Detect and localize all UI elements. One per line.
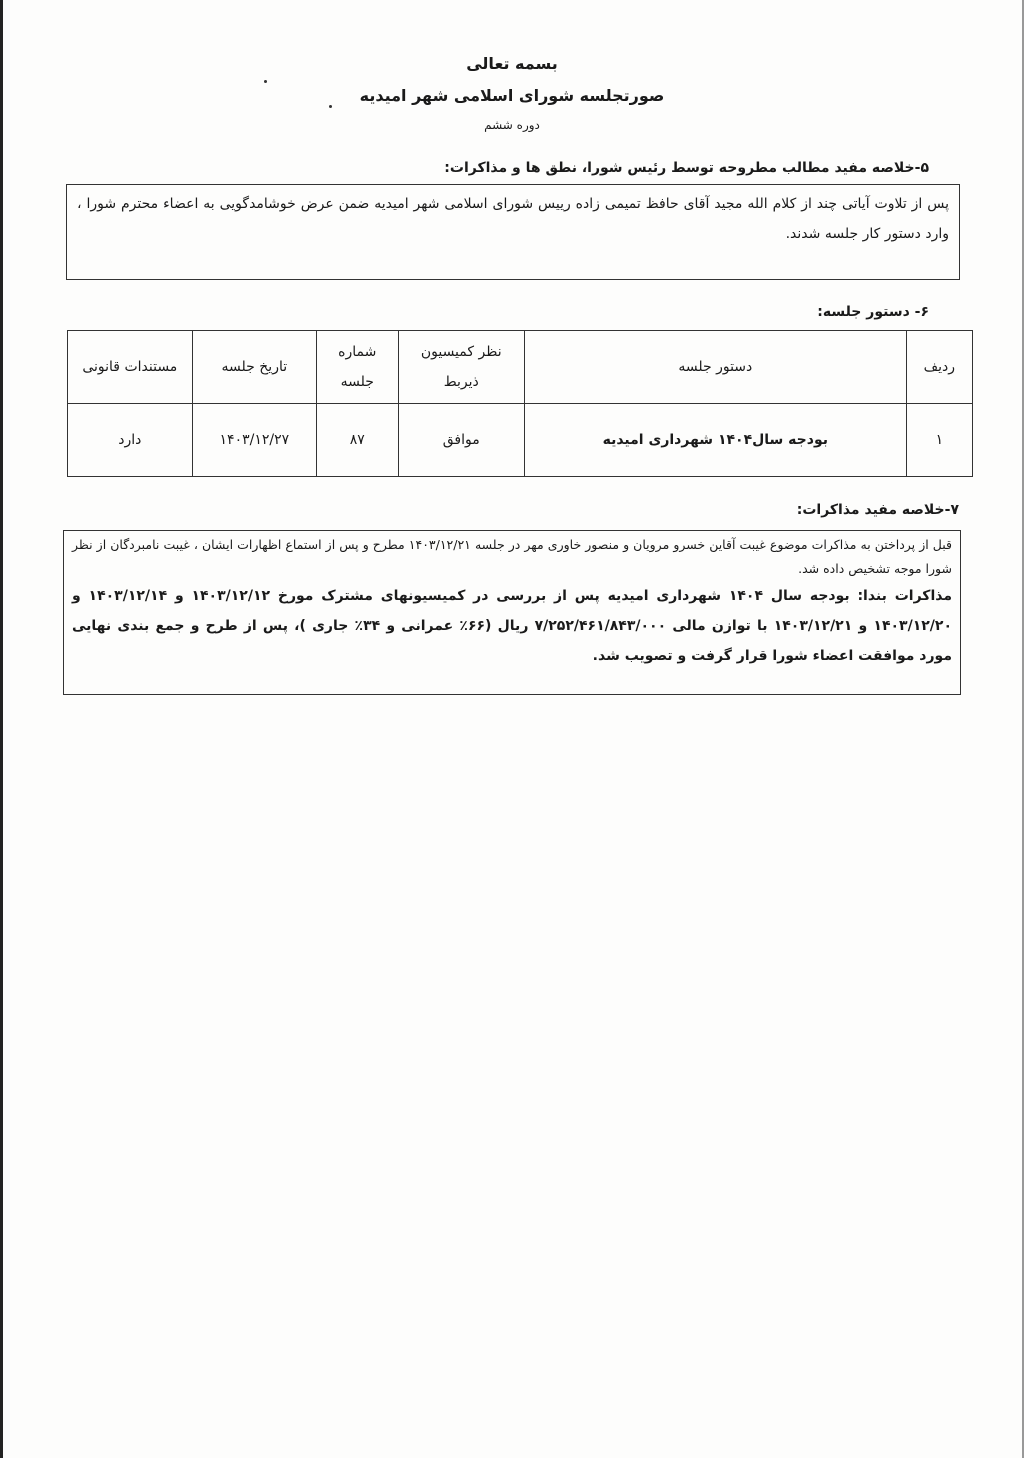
scan-edge-left [0,0,3,1458]
cell-legal-documents: دارد [68,404,193,477]
scan-speck [264,80,267,83]
header-agenda: دستور جلسه [524,331,906,404]
header-legal-documents: مستندات قانونی [68,331,193,404]
section7-paragraph-budget: مذاکرات بندا: بودجه سال ۱۴۰۴ شهرداری امیدیه پس از بررسی در کمیسیونهای مشترک مورخ ۱۴۰۳/۱۲/۱۲ و ۱۴۰۳/۱۲/۱۴ و ۱۴۰۳/۱۲/۲۰ و ۱۴۰۳/۱۲/۲۱ با توازن مالی ۷/۲۵۲/۴۶۱/۸۴۳/۰۰۰ ریال (۶۶٪ عمرانی و ۳۴٪ جاری )، پس از طرح و جمع بندی نهایی مورد موافقت اعضاء شورا قرار گرفت و تصویب شد. [72,588,952,664]
section7-box [63,530,961,695]
header-radif: ردیف [906,331,972,404]
term-label: دوره ششم [484,118,540,132]
scan-speck [329,105,332,108]
cell-commission: موافق [398,404,524,477]
agenda-table [67,330,973,477]
section5-body: پس از تلاوت آیاتی چند از کلام الله مجید آقای حافظ تمیمی زاده رییس شورای اسلامی شهر امیدیه ضمن عرض خوشامدگویی به اعضاء محترم شورا ، وارد دستور کار جلسه شدند. [77,196,949,242]
header-session-number: شماره جلسه [317,331,399,404]
section7-paragraph-absence: قبل از پرداختن به مذاکرات موضوع غیبت آقاین خسرو مرویان و منصور خاوری مهر در جلسه ۱۴۰۳/۱۲/۲۱ مطرح و پس از استماع اظهارات ایشان ، غیبت نامبردگان از نظر شورا موجه تشخیص داده شد. [72,537,952,576]
cell-agenda: بودجه سال۱۴۰۴ شهرداری امیدیه [524,404,906,477]
section5-title: ۵-خلاصه مفید مطالب مطروحه توسط رئیس شورا، نطق ها و مذاکرات: [444,160,929,176]
table-row [68,404,973,477]
section6-title: ۶- دستور جلسه: [817,304,929,320]
agenda-header-row [68,331,973,404]
document-title: صورتجلسه شورای اسلامی شهر امیدیه [359,86,665,105]
invocation-heading: بسمه تعالی [466,54,558,73]
section7-title: ۷-خلاصه مفید مذاکرات: [796,502,959,518]
cell-session-date: ۱۴۰۳/۱۲/۲۷ [192,404,316,477]
cell-session-number: ۸۷ [317,404,399,477]
header-commission: نظر کمیسیون ذیربط [398,331,524,404]
cell-radif: ۱ [906,404,972,477]
header-session-date: تاریخ جلسه [192,331,316,404]
section5-box [66,184,960,280]
